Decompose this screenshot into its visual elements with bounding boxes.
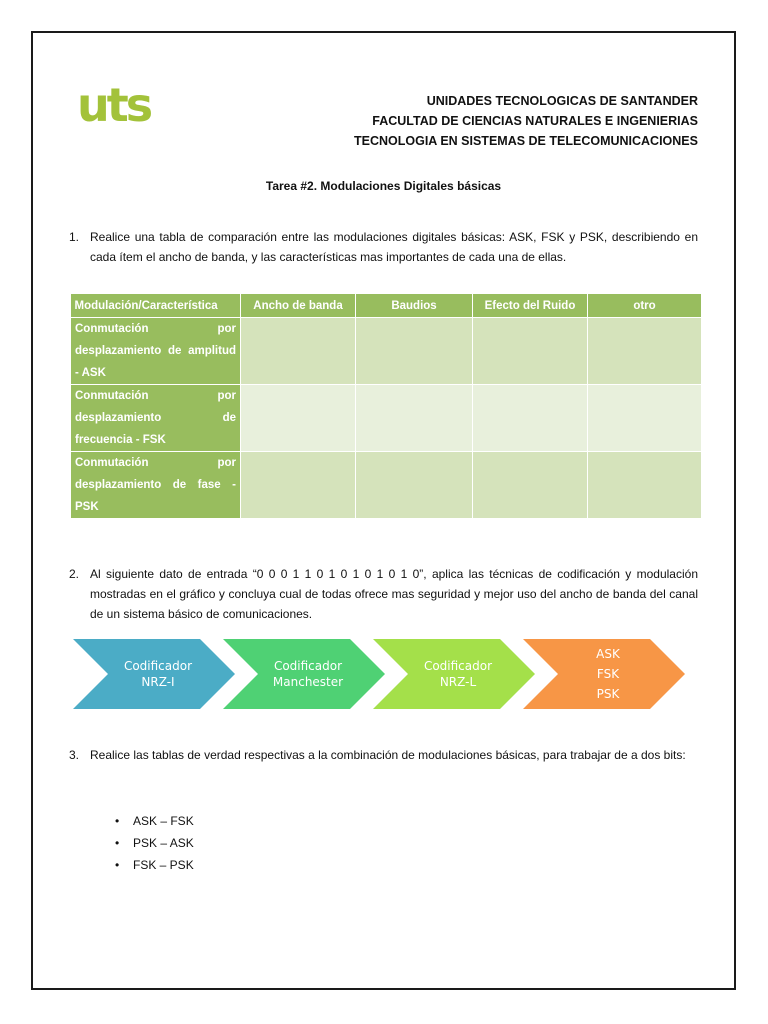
bullet-item: • PSK – ASK (115, 833, 194, 853)
row-header: Conmutación por desplazamiento de amplitud - ASK (71, 318, 241, 385)
column-header: Baudios (356, 294, 473, 318)
process-step-label: Codificador (123, 659, 193, 673)
table-cell[interactable] (473, 318, 588, 385)
table-cell[interactable] (588, 452, 702, 519)
institution-header (354, 91, 698, 151)
institution-line: UNIDADES TECNOLOGICAS DE SANTANDER (426, 94, 698, 108)
process-step-label: Codificador (273, 659, 343, 673)
table-row (71, 385, 702, 452)
chevron-shape (373, 639, 535, 709)
question-2 (69, 564, 698, 624)
table-cell[interactable] (356, 385, 473, 452)
process-step-label: NRZ-L (439, 675, 477, 689)
bullet-item: • ASK – FSK (115, 811, 194, 831)
column-header: otro (588, 294, 702, 318)
process-step (223, 639, 385, 709)
question-number: 3. (69, 748, 80, 762)
document-page (31, 31, 736, 990)
table-cell[interactable] (241, 385, 356, 452)
row-header: Conmutación por desplazamiento de frecuencia - FSK (71, 385, 241, 452)
table-cell[interactable] (356, 452, 473, 519)
table-cell[interactable] (588, 318, 702, 385)
process-step-label: FSK (596, 667, 620, 681)
process-step-label: NRZ-I (141, 675, 175, 689)
process-step (373, 639, 535, 709)
svg-text:uts: uts (77, 78, 151, 132)
faculty-line: FACULTAD DE CIENCIAS NATURALES E INGENIERIAS (372, 114, 698, 128)
column-header: Modulación/Característica (71, 294, 241, 318)
table-row (71, 318, 702, 385)
table-cell[interactable] (473, 385, 588, 452)
comparison-table (70, 294, 702, 519)
process-step (73, 639, 235, 709)
table-cell[interactable] (241, 318, 356, 385)
process-step (523, 639, 685, 709)
process-flow-diagram (73, 639, 693, 709)
chevron-shape (73, 639, 235, 709)
row-header: Conmutación por desplazamiento de fase - PSK (71, 452, 241, 519)
table-cell[interactable] (241, 452, 356, 519)
uts-logo (75, 77, 155, 133)
question-number: 1. (69, 230, 80, 244)
question-text: Realice una tabla de comparación entre las modulaciones digitales básicas: ASK, FSK y PSK, describiendo en cada ítem el ancho de banda, y las características mas importantes de cada una de ellas. (90, 230, 698, 264)
chevron-shape (223, 639, 385, 709)
assignment-title: Tarea #2. Modulaciones Digitales básicas (265, 179, 502, 193)
table-cell[interactable] (473, 452, 588, 519)
program-line: TECNOLOGIA EN SISTEMAS DE TELECOMUNICACIONES (353, 134, 698, 148)
column-header: Ancho de banda (241, 294, 356, 318)
table-header-row (71, 294, 702, 318)
table-cell[interactable] (588, 385, 702, 452)
question-number: 2. (69, 567, 80, 581)
bullet-icon: • (115, 836, 120, 850)
table-row (71, 452, 702, 519)
question-3 (69, 745, 698, 765)
bullet-item: • FSK – PSK (115, 855, 194, 875)
column-header: Efecto del Ruido (473, 294, 588, 318)
process-step-label: Codificador (423, 659, 493, 673)
process-step-label: PSK (596, 687, 620, 701)
bullet-icon: • (115, 814, 120, 828)
table-cell[interactable] (356, 318, 473, 385)
bullet-icon: • (115, 858, 120, 872)
question-1 (69, 227, 698, 267)
process-step-label: ASK (596, 647, 620, 661)
question-text: Realice las tablas de verdad respectivas a la combinación de modulaciones básicas, para trabajar de a dos bits: (90, 748, 686, 762)
process-step-label: Manchester (272, 675, 344, 689)
question-text: Al siguiente dato de entrada “0 0 0 1 1 0 1 0 1 0 1 0 1 0”, aplica las técnicas de codificación y modulación mostradas en el gráfico y concluya cual de todas ofrece mas seguridad y mejor uso del ancho de banda del canal de un sistema básico de comunicaciones. (90, 567, 698, 621)
